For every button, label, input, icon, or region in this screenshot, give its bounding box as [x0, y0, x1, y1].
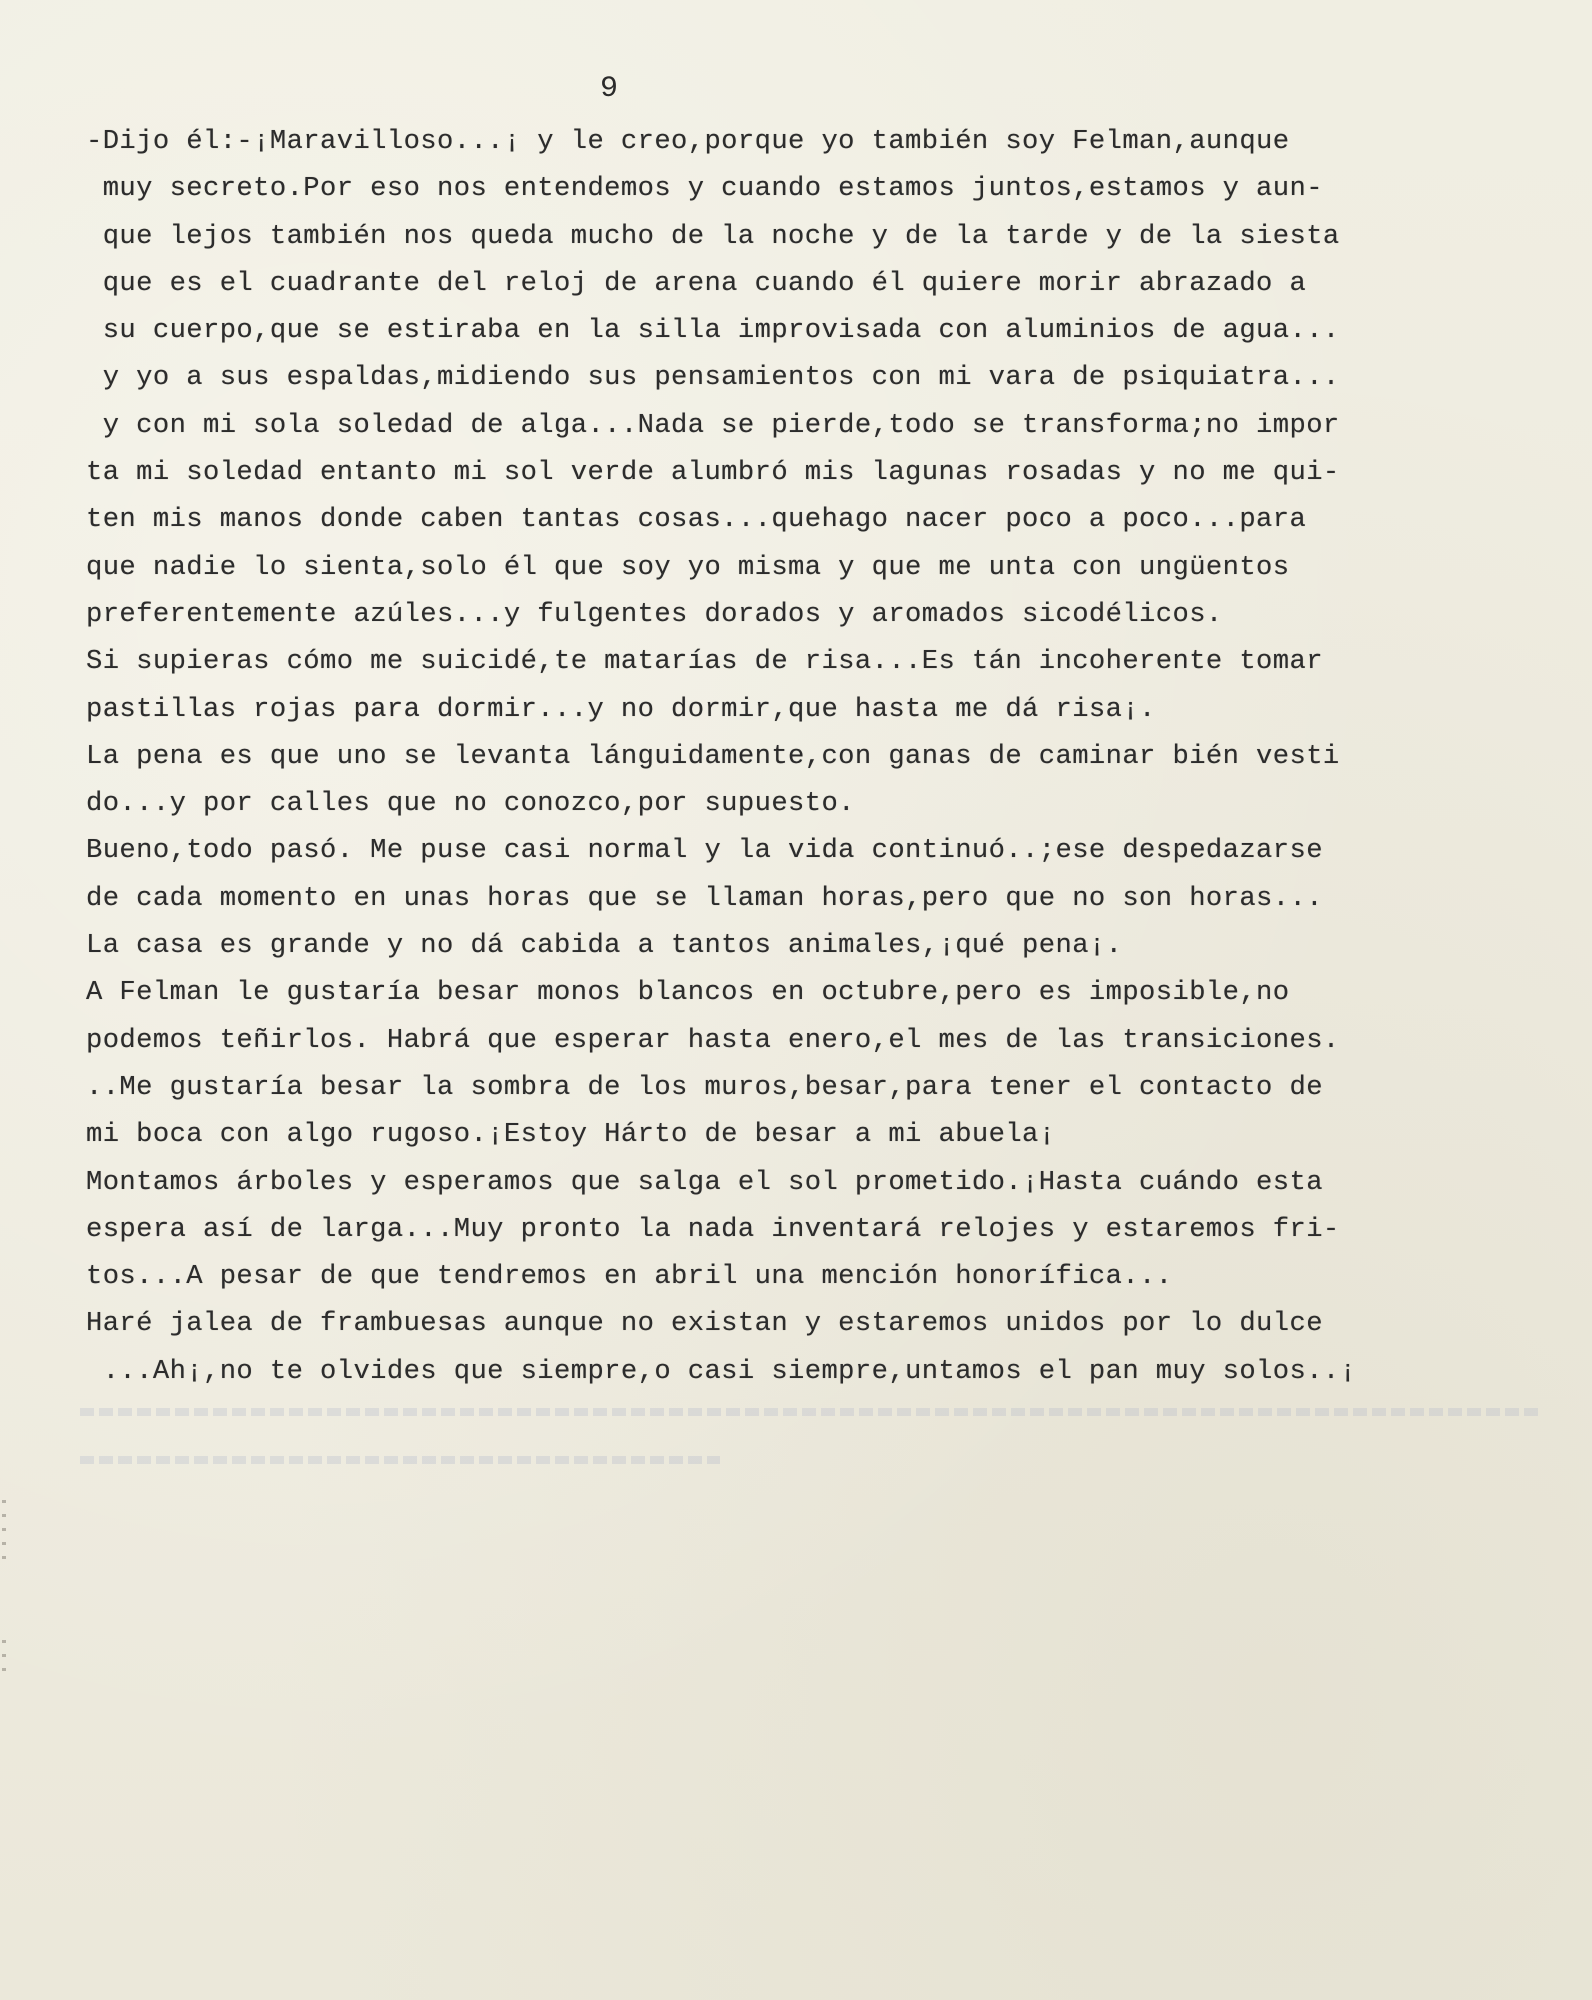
text-line: Montamos árboles y esperamos que salga el sol prometido.¡Hasta cuándo esta — [86, 1166, 1323, 1198]
text-line: ta mi soledad entanto mi sol verde alumbró mis lagunas rosadas y no me qui- — [86, 457, 1340, 489]
punch-hole-marks — [2, 1500, 6, 1570]
text-line: ...Ah¡,no te olvides que siempre,o casi siempre,untamos el pan muy solos..¡ — [86, 1355, 1357, 1387]
text-line: que es el cuadrante del reloj de arena cuando él quiere morir abrazado a — [86, 267, 1307, 299]
page-number: 9 — [600, 72, 619, 106]
text-line: y con mi sola soledad de alga...Nada se pierde,todo se transforma;no impor — [86, 409, 1340, 441]
text-line: Si supieras cómo me suicidé,te matarías de risa...Es tán incoherente tomar — [86, 646, 1323, 678]
text-line: podemos teñirlos. Habrá que esperar hasta enero,el mes de las transiciones. — [86, 1024, 1340, 1056]
text-line: Bueno,todo pasó. Me puse casi normal y la vida continuó..;ese despedazarse — [86, 835, 1323, 867]
text-line: y yo a sus espaldas,midiendo sus pensamientos con mi vara de psiquiatra... — [86, 362, 1340, 394]
text-line: -Dijo él:-¡Maravilloso...¡ y le creo,porque yo también soy Felman,aunque — [86, 126, 1290, 157]
text-line: muy secreto.Por eso nos entendemos y cuando estamos juntos,estamos y aun- — [86, 173, 1323, 205]
text-line: La pena es que uno se levanta lánguidamente,con ganas de caminar bién vesti — [86, 740, 1340, 772]
text-line: Haré jalea de frambuesas aunque no existan y estaremos unidos por lo dulce — [86, 1308, 1323, 1340]
text-line: que nadie lo sienta,solo él que soy yo misma y que me unta con ungüentos — [86, 551, 1290, 583]
text-line: mi boca con algo rugoso.¡Estoy Hárto de besar a mi abuela¡ — [86, 1119, 1056, 1151]
text-line: tos...A pesar de que tendremos en abril una mención honorífica... — [86, 1261, 1173, 1293]
text-line: que lejos también nos queda mucho de la noche y de la tarde y de la siesta — [86, 220, 1340, 252]
text-line: espera así de larga...Muy pronto la nada inventará relojes y estaremos fri- — [86, 1213, 1340, 1245]
punch-hole-marks — [2, 1640, 6, 1680]
text-line: preferentemente azúles...y fulgentes dorados y aromados sicodélicos. — [86, 598, 1223, 630]
text-line: La casa es grande y no dá cabida a tantos animales,¡qué pena¡. — [86, 930, 1123, 962]
typed-text-body — [86, 118, 1556, 1395]
text-line: pastillas rojas para dormir...y no dormir,que hasta me dá risa¡. — [86, 693, 1156, 725]
text-line: ten mis manos donde caben tantas cosas...quehago nacer poco a poco...para — [86, 504, 1307, 536]
text-line: do...y por calles que no conozco,por supuesto. — [86, 788, 855, 820]
text-line: de cada momento en unas horas que se llaman horas,pero que no son horas... — [86, 882, 1323, 914]
text-line: A Felman le gustaría besar monos blancos en octubre,pero es imposible,no — [86, 977, 1290, 1009]
reverse-side-bleed-through — [80, 1408, 1540, 1518]
text-line: su cuerpo,que se estiraba en la silla improvisada con aluminios de agua... — [86, 315, 1340, 347]
text-line: ..Me gustaría besar la sombra de los muros,besar,para tener el contacto de — [86, 1071, 1323, 1103]
